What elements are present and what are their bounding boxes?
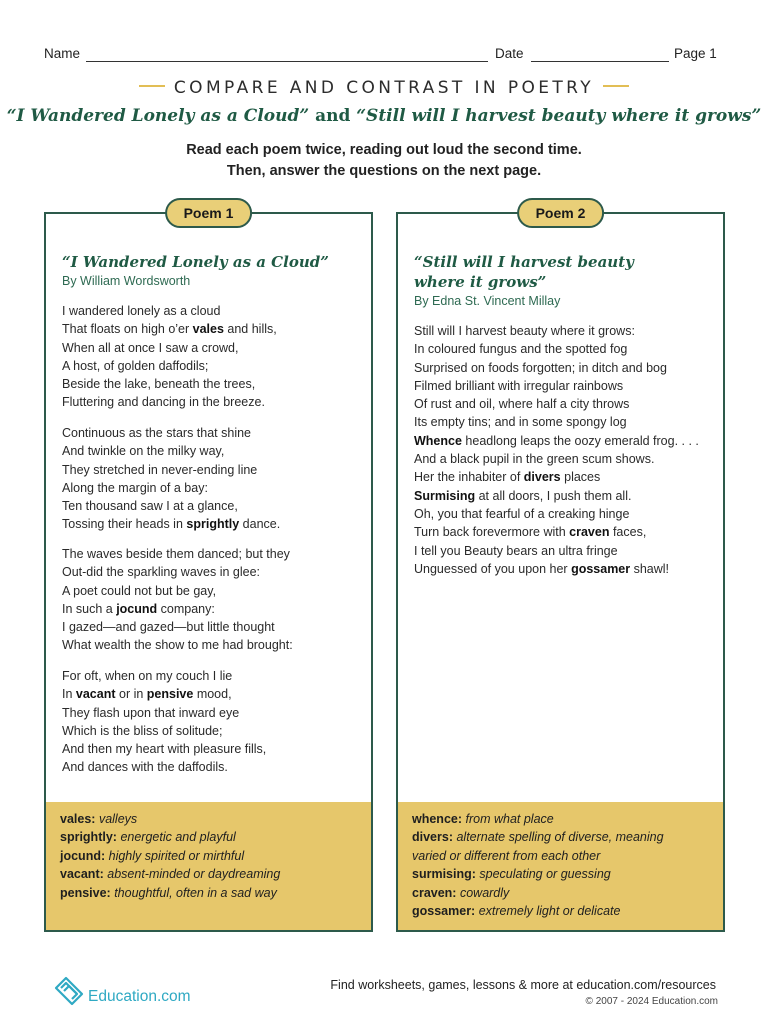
poem-line: Still will I harvest beauty where it grows: bbox=[414, 324, 635, 338]
poem-line: Ten thousand saw I at a glance, bbox=[62, 499, 238, 514]
poem-line-part: Her the inhabiter of bbox=[414, 470, 524, 485]
vocab-word: divers bbox=[523, 470, 561, 485]
glossary-entry bbox=[412, 810, 709, 828]
poem-line-part: faces, bbox=[609, 525, 647, 540]
poem-line-part: dance. bbox=[239, 517, 281, 532]
instructions bbox=[0, 140, 768, 182]
glossary-definition: alternate spelling of diverse, meaning bbox=[456, 830, 664, 845]
poem-line: A host, of golden daffodils; bbox=[62, 358, 209, 373]
glossary-term: gossamer: bbox=[412, 904, 476, 919]
glossary-entry bbox=[60, 847, 357, 865]
glossary-term: vales: bbox=[60, 812, 96, 826]
poem-line bbox=[414, 523, 719, 541]
poem-line: I wandered lonely as a cloud bbox=[62, 304, 221, 318]
poem-line: And twinkle on the milky way, bbox=[62, 444, 225, 459]
poem2-glossary bbox=[398, 802, 723, 930]
vocab-word: pensive bbox=[146, 687, 194, 702]
poem2-panel bbox=[396, 205, 725, 932]
poem1-stanza-4 bbox=[62, 667, 367, 777]
title-dash-right bbox=[603, 85, 629, 87]
glossary-term: vacant: bbox=[60, 867, 104, 882]
vocab-word: craven bbox=[569, 525, 610, 540]
glossary-definition: energetic and playful bbox=[120, 830, 236, 845]
poem-line-part: mood, bbox=[193, 687, 232, 702]
poem1-tab: Poem 1 bbox=[165, 198, 253, 228]
education-com-logo[interactable] bbox=[52, 970, 202, 1010]
glossary-entry bbox=[60, 828, 357, 846]
poem-titles-subtitle bbox=[0, 106, 768, 126]
poem1-stanza-1 bbox=[62, 302, 367, 412]
poem-line: A poet could not but be gay, bbox=[62, 583, 217, 598]
poem-line: And dances with the daffodils. bbox=[62, 760, 228, 775]
vocab-word: gossamer bbox=[571, 561, 631, 576]
poem-line: They flash upon that inward eye bbox=[62, 705, 240, 720]
vocab-word: vales bbox=[192, 322, 224, 337]
section-title bbox=[0, 78, 768, 98]
poem1-panel bbox=[44, 205, 373, 932]
poem-line: Fluttering and dancing in the breeze. bbox=[62, 395, 265, 410]
vocab-word: Whence bbox=[414, 433, 462, 448]
glossary-term: craven: bbox=[412, 885, 457, 900]
subtitle-poem2: “Still will I harvest beauty where it grows” bbox=[356, 106, 762, 126]
instructions-line-1: Read each poem twice, reading out loud the second time. bbox=[186, 142, 582, 158]
poem-line-part: Turn back forevermore with bbox=[414, 525, 570, 540]
poem-line: Oh, you that fearful of a creaking hinge bbox=[414, 506, 630, 521]
poem-line: Beside the lake, beneath the trees, bbox=[62, 377, 256, 392]
poem-line-part: In such a bbox=[62, 601, 117, 616]
poem-line bbox=[414, 560, 719, 578]
footer-copyright: © 2007 - 2024 Education.com bbox=[585, 996, 718, 1007]
poem2-stanza bbox=[414, 322, 719, 578]
poem-line: I gazed—and gazed—but little thought bbox=[62, 620, 275, 635]
glossary-entry bbox=[60, 884, 357, 902]
poem-line: Along the margin of a bay: bbox=[62, 480, 208, 495]
poem-line-part: Tossing their heads in bbox=[62, 517, 187, 532]
glossary-definition: thoughtful, often in a sad way bbox=[114, 885, 277, 900]
poem-line-part: and hills, bbox=[223, 322, 277, 337]
poem-line: Of rust and oil, where half a city throws bbox=[414, 397, 630, 412]
subtitle-and: and bbox=[315, 106, 351, 126]
page-number: Page 1 bbox=[674, 46, 717, 61]
glossary-entry bbox=[60, 865, 357, 883]
glossary-definition-continued: varied or different from each other bbox=[412, 848, 601, 863]
glossary-definition: speculating or guessing bbox=[479, 867, 611, 882]
date-field-line bbox=[531, 61, 669, 62]
poem-line bbox=[414, 432, 719, 450]
poem1-title: “I Wandered Lonely as a Cloud” bbox=[62, 253, 329, 271]
poem1-glossary bbox=[46, 802, 371, 930]
glossary-term: surmising: bbox=[412, 867, 476, 882]
poem2-author: By Edna St. Vincent Millay bbox=[414, 294, 561, 308]
glossary-entry bbox=[412, 884, 709, 902]
poem-line-part: shawl! bbox=[630, 561, 670, 576]
poem-line-part: That floats on high o’er bbox=[62, 322, 193, 337]
name-field-line bbox=[86, 61, 488, 62]
subtitle-poem1: “I Wandered Lonely as a Cloud” bbox=[6, 106, 310, 126]
poem-line: And a black pupil in the green scum shows. bbox=[414, 452, 655, 467]
title-dash-left bbox=[139, 85, 165, 87]
poem1-author: By William Wordsworth bbox=[62, 274, 191, 288]
poem1-stanza-3 bbox=[62, 545, 367, 655]
poem1-stanza-2 bbox=[62, 424, 367, 534]
poem-line: Its empty tins; and in some spongy log bbox=[414, 415, 627, 430]
vocab-word: Surmising bbox=[414, 488, 476, 503]
poem-line bbox=[62, 320, 367, 338]
poem-line: I tell you Beauty bears an ultra fringe bbox=[414, 543, 618, 558]
poem-line: What wealth the show to me had brought: bbox=[62, 638, 293, 653]
glossary-definition: cowardly bbox=[459, 885, 510, 900]
poem-line bbox=[62, 685, 367, 703]
glossary-term: divers: bbox=[412, 830, 453, 845]
poem-line: Out-did the sparkling waves in glee: bbox=[62, 565, 261, 580]
poem-line-part: Unguessed of you upon her bbox=[414, 561, 572, 576]
vocab-word: sprightly bbox=[186, 517, 240, 532]
date-label: Date bbox=[495, 46, 524, 61]
poem-line bbox=[414, 468, 719, 486]
poem-line-part: places bbox=[560, 470, 601, 485]
vocab-word: vacant bbox=[75, 687, 116, 702]
education-logo-icon bbox=[52, 974, 86, 1008]
poem-line-part: headlong leaps the oozy emerald frog. . . . bbox=[461, 433, 699, 448]
glossary-definition: valleys bbox=[98, 812, 138, 826]
poem-line: Filmed brilliant with irregular rainbows bbox=[414, 378, 624, 393]
poem-line bbox=[62, 515, 367, 533]
poem2-tab: Poem 2 bbox=[517, 198, 605, 228]
poem-line-part: company: bbox=[157, 601, 215, 616]
glossary-entry bbox=[412, 902, 709, 920]
poem-line: Continuous as the stars that shine bbox=[62, 426, 252, 440]
poem-line: In coloured fungus and the spotted fog bbox=[414, 342, 628, 357]
glossary-term: jocund: bbox=[60, 848, 106, 863]
glossary-entry bbox=[412, 828, 709, 846]
poem-line: When all at once I saw a crowd, bbox=[62, 340, 239, 355]
poem-line: They stretched in never-ending line bbox=[62, 462, 258, 477]
glossary-entry bbox=[412, 847, 709, 865]
poem-line: Surprised on foods forgotten; in ditch and bog bbox=[414, 360, 667, 375]
footer-resources-link[interactable]: Find worksheets, games, lessons & more at education.com/resources bbox=[330, 978, 716, 992]
poem-line-part: at all doors, I push them all. bbox=[475, 488, 632, 503]
glossary-term: pensive: bbox=[60, 885, 111, 900]
glossary-entry bbox=[60, 810, 357, 828]
poem-line: The waves beside them danced; but they bbox=[62, 547, 290, 561]
name-label: Name bbox=[44, 46, 81, 61]
poem-line bbox=[414, 487, 719, 505]
poem-line: For oft, when on my couch I lie bbox=[62, 669, 233, 683]
glossary-term: whence: bbox=[412, 812, 463, 826]
glossary-definition: from what place bbox=[465, 812, 554, 826]
poem-line-part: In bbox=[62, 687, 76, 702]
instructions-line-2: Then, answer the questions on the next page. bbox=[226, 163, 542, 179]
poem-line bbox=[62, 600, 367, 618]
worksheet-header bbox=[44, 46, 718, 66]
poem2-title: “Still will I harvest beauty where it grows” bbox=[414, 253, 634, 291]
glossary-definition: extremely light or delicate bbox=[478, 904, 621, 919]
poem-line: Which is the bliss of solitude; bbox=[62, 723, 223, 738]
glossary-definition: absent-minded or daydreaming bbox=[107, 867, 281, 882]
poem-line: And then my heart with pleasure fills, bbox=[62, 742, 267, 757]
glossary-entry bbox=[412, 865, 709, 883]
glossary-term: sprightly: bbox=[60, 830, 117, 845]
logo-text: Education.com bbox=[88, 988, 191, 1005]
section-title-text: COMPARE AND CONTRAST IN POETRY bbox=[173, 78, 595, 98]
glossary-definition: highly spirited or mirthful bbox=[108, 848, 245, 863]
poem-line-part: or in bbox=[115, 687, 147, 702]
vocab-word: jocund bbox=[116, 601, 158, 616]
